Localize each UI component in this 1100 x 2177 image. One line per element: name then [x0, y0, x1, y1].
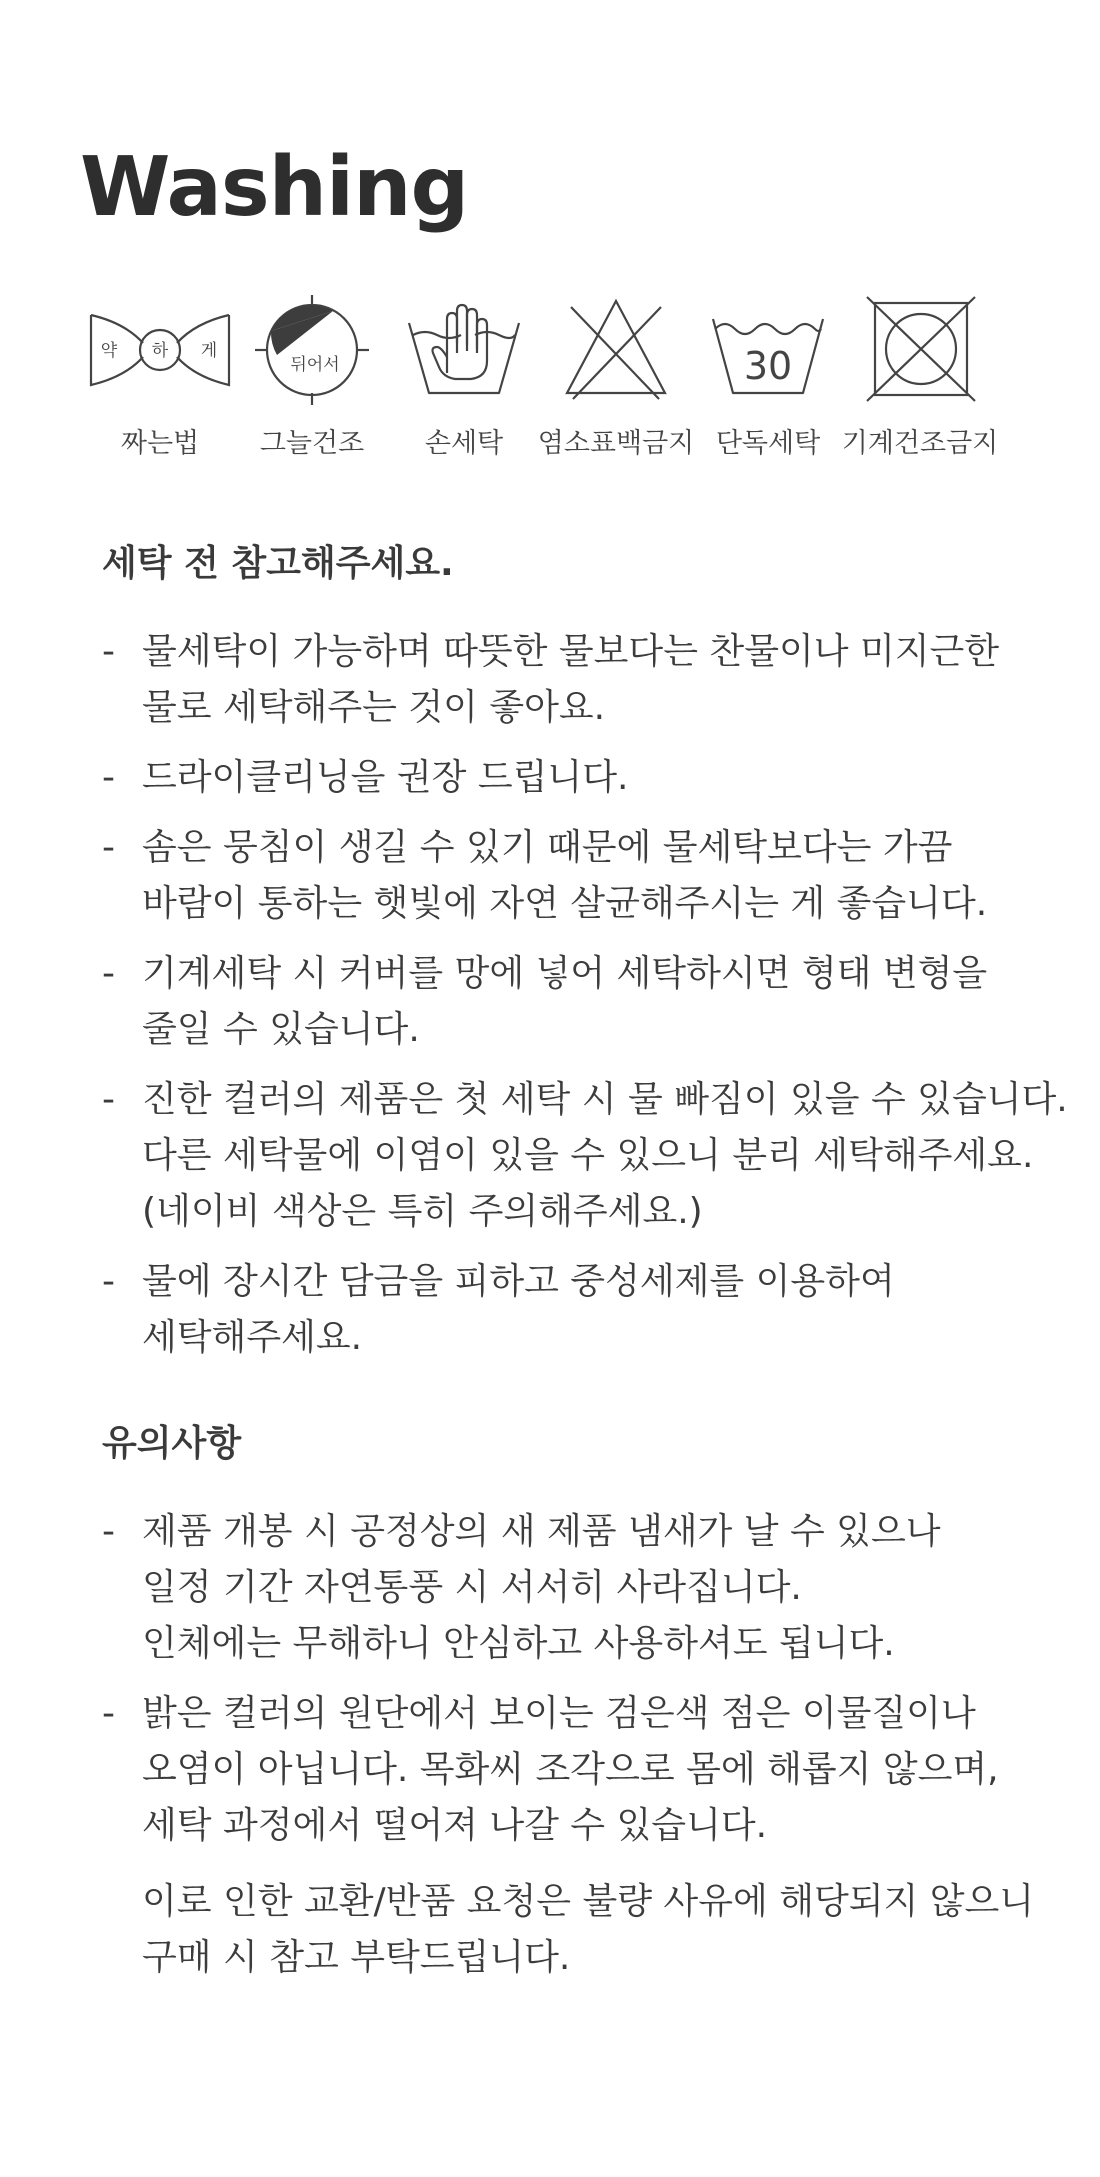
bullet-dash: - — [102, 631, 115, 672]
item-line: 바람이 통하는 햇빛에 자연 살균해주시는 게 좋습니다. — [142, 883, 988, 924]
care-symbol-label: 염소표백금지 — [537, 428, 695, 459]
list-item — [102, 1254, 1062, 1366]
bullet-dash: - — [102, 757, 115, 798]
item-line: 밝은 컬러의 원단에서 보이는 검은색 점은 이물질이나 — [142, 1693, 976, 1734]
list-item — [102, 1686, 1062, 1854]
item-line: 진한 컬러의 제품은 첫 세탁 시 물 빠짐이 있을 수 있습니다. — [142, 1079, 1068, 1120]
care-symbol-wring — [80, 295, 240, 461]
care-symbol-label: 짜는법 — [120, 428, 200, 459]
care-symbol-no-tumble-dry — [840, 295, 1000, 461]
wash-30-icon — [693, 295, 843, 405]
item-line: 일정 기간 자연통풍 시 서서히 사라집니다. — [142, 1567, 802, 1608]
bullet-dash: - — [102, 953, 115, 994]
note-line: 이로 인한 교환/반품 요청은 불량 사유에 해당되지 않으니 — [142, 1881, 1035, 1922]
wring-text-2: 하 — [151, 341, 169, 361]
wring-text-1: 약 — [100, 341, 118, 361]
care-symbol-label: 손세탁 — [424, 428, 504, 459]
care-symbol-no-bleach — [536, 295, 696, 461]
shade-dry-icon — [237, 295, 387, 405]
care-symbols — [80, 295, 1040, 465]
bullet-dash: - — [102, 827, 115, 868]
hand-wash-icon — [389, 295, 539, 405]
item-line: 줄일 수 있습니다. — [142, 1009, 420, 1050]
item-line: 물에 장시간 담금을 피하고 중성세제를 이용하여 — [142, 1261, 895, 1302]
item-line: 기계세탁 시 커버를 망에 넣어 세탁하시면 형태 변형을 — [142, 953, 988, 994]
no-tumble-dry-icon — [845, 295, 995, 405]
note-line: 구매 시 참고 부탁드립니다. — [142, 1937, 571, 1978]
wring-gently-icon — [85, 295, 235, 405]
item-line: 물세탁이 가능하며 따뜻한 물보다는 찬물이나 미지근한 — [142, 631, 1000, 672]
no-bleach-icon — [541, 295, 691, 405]
care-symbol-shade-dry — [232, 295, 392, 461]
list-item — [102, 946, 1062, 1058]
bullet-dash: - — [102, 1511, 115, 1552]
care-section-heading: 세탁 전 참고해주세요. — [102, 543, 454, 584]
list-item — [102, 1072, 1068, 1240]
item-line: 제품 개봉 시 공정상의 새 제품 냄새가 날 수 있으나 — [142, 1511, 941, 1552]
wring-text-3: 게 — [200, 341, 218, 361]
list-item — [102, 624, 1062, 736]
care-symbol-hand-wash — [384, 295, 544, 461]
item-line: 드라이클리닝을 권장 드립니다. — [142, 757, 629, 798]
page-title: Washing — [80, 140, 469, 235]
item-line: 세탁 과정에서 떨어져 나갈 수 있습니다. — [142, 1805, 768, 1846]
care-symbol-label: 기계건조금지 — [841, 428, 999, 459]
item-line: (네이비 색상은 특히 주의해주세요.) — [142, 1191, 703, 1232]
bullet-dash: - — [102, 1693, 115, 1734]
item-line: 다른 세탁물에 이염이 있을 수 있으니 분리 세탁해주세요. — [142, 1135, 1034, 1176]
item-line: 물로 세탁해주는 것이 좋아요. — [142, 687, 606, 728]
bullet-dash: - — [102, 1079, 115, 1120]
list-item — [102, 750, 1062, 806]
wash-temp-text: 30 — [743, 344, 793, 388]
item-line: 솜은 뭉침이 생길 수 있기 때문에 물세탁보다는 가끔 — [142, 827, 953, 868]
list-item — [102, 820, 1062, 932]
care-symbol-label: 단독세탁 — [715, 428, 821, 459]
care-symbol-label: 그늘건조 — [259, 428, 365, 459]
item-line: 인체에는 무해하니 안심하고 사용하셔도 됩니다. — [142, 1623, 895, 1664]
list-item — [102, 1504, 1062, 1672]
item-line: 오염이 아닙니다. 목화씨 조각으로 몸에 해롭지 않으며, — [142, 1749, 999, 1790]
item-line: 세탁해주세요. — [142, 1317, 363, 1358]
care-instructions-list — [102, 624, 1068, 1380]
caution-list — [102, 1504, 1062, 1868]
bullet-dash: - — [102, 1261, 115, 1302]
exchange-note — [142, 1874, 1034, 1986]
caution-section-heading: 유의사항 — [102, 1423, 242, 1464]
care-symbol-wash-30 — [688, 295, 848, 461]
shade-dry-text: 뒤어서 — [290, 355, 340, 375]
